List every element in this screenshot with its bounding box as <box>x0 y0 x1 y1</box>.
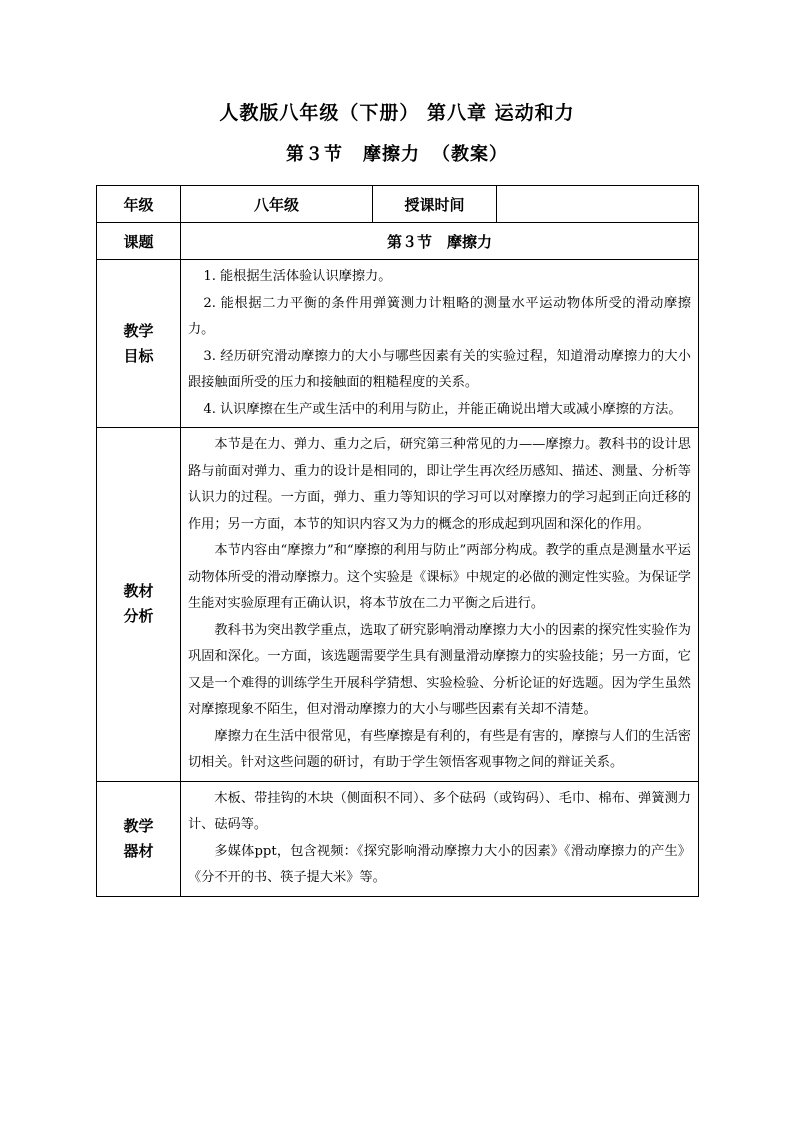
section-topic: 摩擦力 <box>363 144 420 165</box>
objectives-label: 教学 目标 <box>97 260 181 428</box>
grade-label: 年级 <box>97 186 181 223</box>
paragraph: 多媒体ppt，包含视频：《探究影响滑动摩擦力大小的因素》《滑动摩擦力的产生》《分不开的书、筷子提大米》等。 <box>188 843 691 885</box>
objectives-content <box>181 260 699 428</box>
section-tag: （教案） <box>432 144 508 165</box>
document-title: 人教版八年级（下册） 第八章 运动和力 <box>219 102 575 124</box>
section-number: 第３节 <box>286 144 343 165</box>
lesson-plan-table <box>96 185 699 897</box>
section-title <box>0 140 794 166</box>
table-row <box>97 186 699 223</box>
grade-value: 八年级 <box>181 186 373 223</box>
list-item: 3. 经历研究滑动摩擦力的大小与哪些因素有关的实验过程，知道滑动摩擦力的大小跟接触面所受的压力和接触面的粗糙程度的关系。 <box>188 348 691 390</box>
table-row <box>97 781 699 896</box>
analysis-content <box>181 428 699 782</box>
materials-label: 教学 器材 <box>97 781 181 896</box>
table-row <box>97 428 699 782</box>
paragraph: 本节是在力、弹力、重力之后，研究第三种常见的力——摩擦力。教科书的设计思路与前面对弹力、重力的设计是相同的，即让学生再次经历感知、描述、测量、分析等认识力的过程。一方面，弹力、重力等知识的学习可以对摩擦力的学习起到正向迁移的作用；另一方面，本节的知识内容又为力的概念的形成起到巩固和深化的作用。 <box>188 437 691 532</box>
paragraph: 摩擦力在生活中很常见，有些摩擦是有利的，有些是有害的，摩擦与人们的生活密切相关。针对这些问题的研讨，有助于学生领悟客观事物之间的辩证关系。 <box>188 728 691 770</box>
paragraph: 教科书为突出教学重点，选取了研究影响滑动摩擦力大小的因素的探究性实验作为巩固和深化。一方面，该选题需要学生具有测量滑动摩擦力的实验技能；另一方面，它又是一个难得的训练学生开展科学猜想、实验检验、分析论证的好选题。因为学生虽然对摩擦现象不陌生，但对滑动摩擦力的大小与哪些因素有关却不清楚。 <box>188 622 691 717</box>
time-label: 授课时间 <box>373 186 497 223</box>
list-item: 2. 能根据二力平衡的条件用弹簧测力计粗略的测量水平运动物体所受的滑动摩擦力。 <box>188 295 691 337</box>
list-item: 1. 能根据生活体验认识摩擦力。 <box>203 269 392 284</box>
topic-value: 第３节 摩擦力 <box>181 223 699 260</box>
time-value <box>497 186 699 223</box>
list-item: 4. 认识摩擦在生产或生活中的利用与防止，并能正确说出增大或减小摩擦的方法。 <box>203 401 682 417</box>
paragraph: 本节内容由“摩擦力”和“摩擦的利用与防止”两部分构成。教学的重点是测量水平运动物体所受的滑动摩擦力。这个实验是《课标》中规定的必做的测定性实验。为保证学生能对实验原理有正确认识，将本节放在二力平衡之后进行。 <box>188 543 691 611</box>
analysis-label: 教材 分析 <box>97 428 181 782</box>
paragraph: 木板、带挂钩的木块（侧面积不同）、多个砝码（或钩码）、毛巾、棉布、弹簧测力计、砝码等。 <box>188 790 691 832</box>
table-row <box>97 223 699 260</box>
table-row <box>97 260 699 428</box>
materials-content <box>181 781 699 896</box>
topic-label: 课题 <box>97 223 181 260</box>
